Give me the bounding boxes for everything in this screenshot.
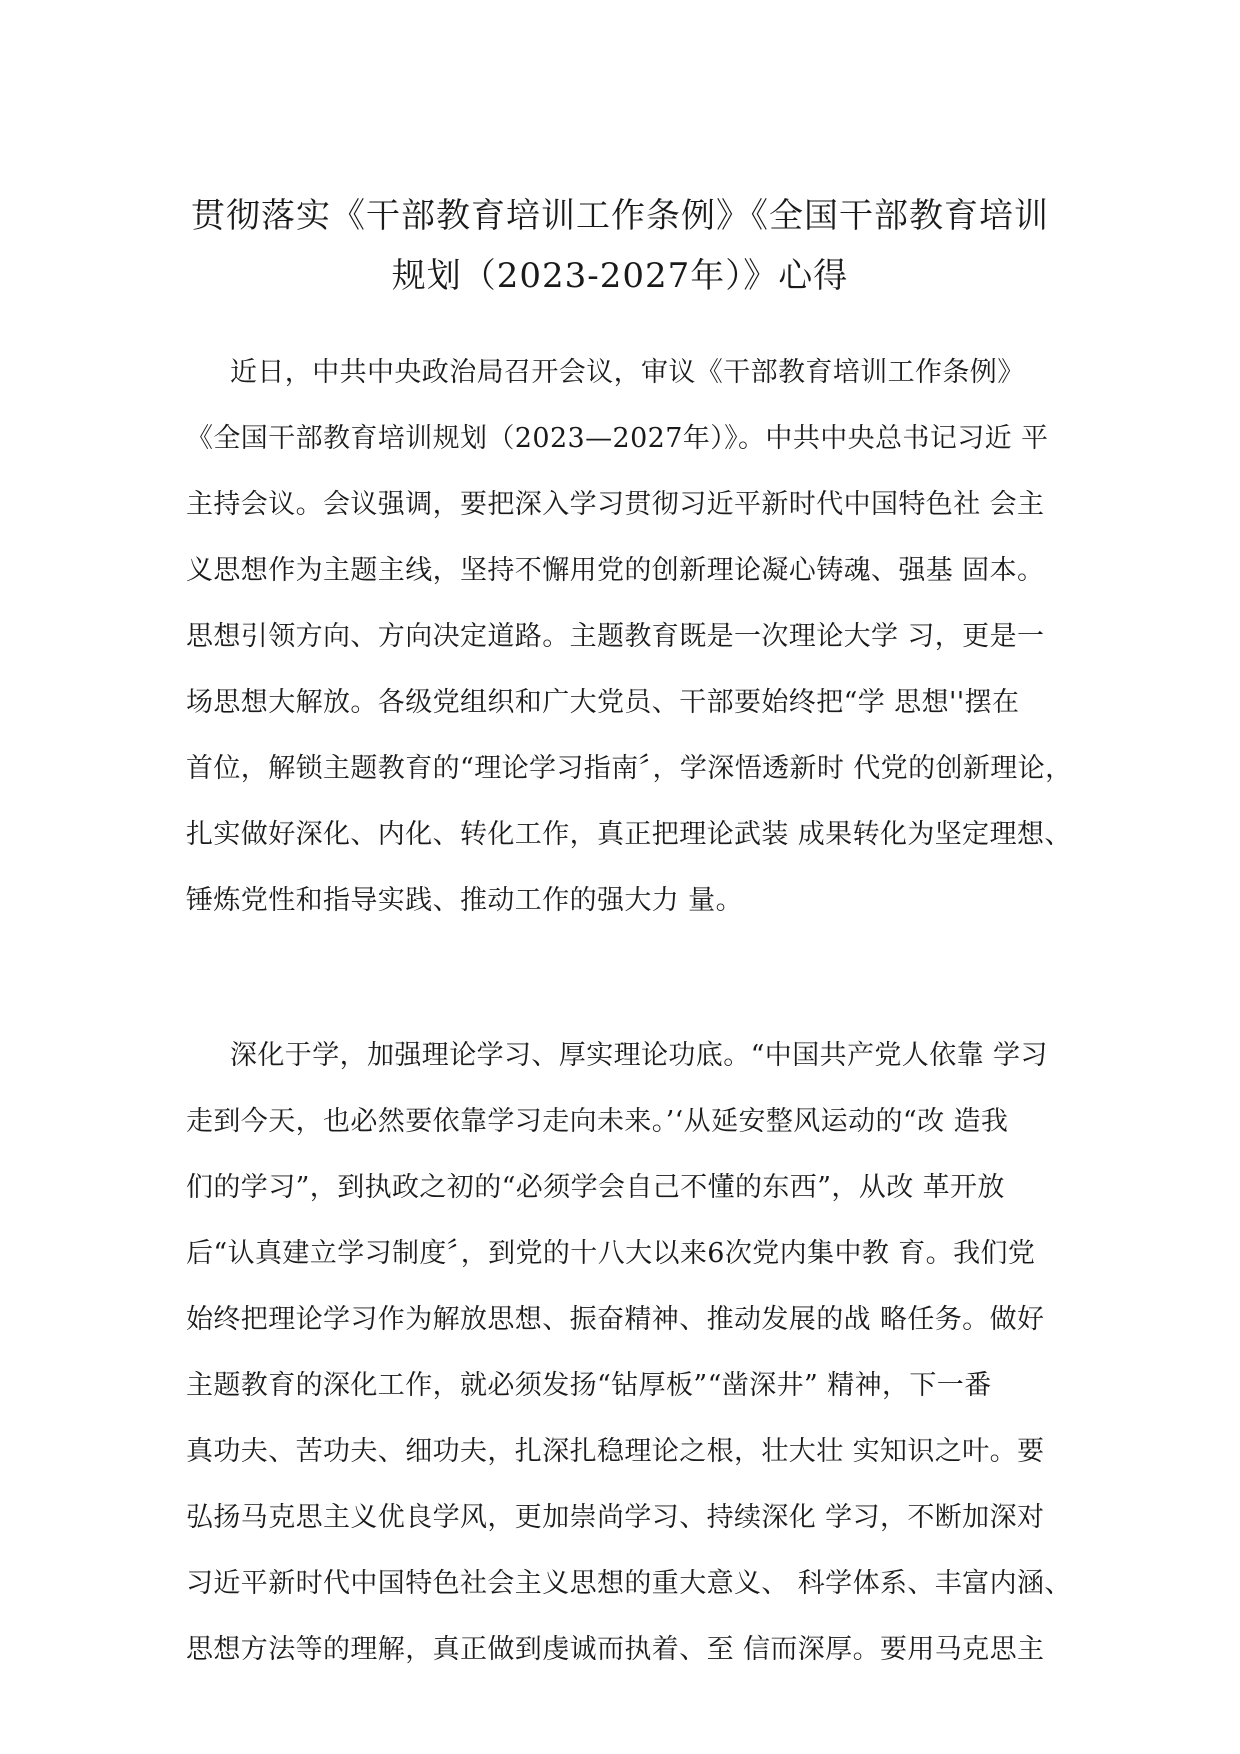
paragraph-line: 后“认真建立学习制度〞，到党的十八大以来6次党内集中教 育。我们党 [186,1238,1036,1269]
paragraph-line: 《全国干部教育培训规划（2023—2027年）》。中共中央总书记习近 平 [186,423,1049,454]
paragraph-2 [186,1023,1086,1683]
paragraph-line: 走到今天，也必然要依靠学习走向未来。’‘从延安整风运动的“改 造我 [186,1106,1009,1137]
paragraph-line: 深化于学，加强理论学习、厚实理论功底。“中国共产党人依靠 学习 [230,1040,1048,1071]
paragraph-line: 思想引领方向、方向决定道路。主题教育既是一次理论大学 习，更是一 [186,621,1045,652]
paragraph-line: 近日，中共中央政治局召开会议，审议《干部教育培训工作条例》 [230,357,1025,388]
paragraph-line: 们的学习”，到执政之初的“必须学会自己不懂的东西”，从改 革开放 [186,1172,1005,1203]
document-title-line-2: 规划（2023-2027年）》心得 [391,256,849,296]
paragraph-line: 义思想作为主题主线，坚持不懈用党的创新理论凝心铸魂、强基 固本。 [186,555,1045,586]
document-title-line-1: 贯彻落实《干部教育培训工作条例》《全国干部教育培训 [191,196,1049,236]
paragraph-line: 场思想大解放。各级党组织和广大党员、干部要始终把“学 思想''摆在 [186,687,1020,718]
paragraph-line: 思想方法等的理解，真正做到虔诚而执着、至 信而深厚。要用马克思主 [186,1634,1045,1665]
paragraph-line: 习近平新时代中国特色社会主义思想的重大意义、 科学体系、丰富内涵、 [186,1568,1072,1599]
paragraph-line: 主题教育的深化工作，就必须发扬“钻厚板”“凿深井” 精神，下一番 [186,1370,992,1401]
paragraph-line: 弘扬马克思主义优良学风，更加崇尚学习、持续深化 学习，不断加深对 [186,1502,1045,1533]
paragraph-line: 始终把理论学习作为解放思想、振奋精神、推动发展的战 略任务。做好 [186,1304,1045,1335]
paragraph-1 [186,340,1086,934]
paragraph-line: 扎实做好深化、内化、转化工作，真正把理论武装 成果转化为坚定理想、 [186,819,1072,850]
paragraph-line: 真功夫、苦功夫、细功夫，扎深扎稳理论之根，壮大壮 实知识之叶。要 [186,1436,1045,1467]
paragraph-line: 主持会议。会议强调，要把深入学习贯彻习近平新时代中国特色社 会主 [186,489,1045,520]
paragraph-line: 锤炼党性和指导实践、推动工作的强大力 量。 [186,885,743,916]
paragraph-line: 首位，解锁主题教育的“理论学习指南〞，学深悟透新时 代党的创新理论， [186,753,1073,784]
